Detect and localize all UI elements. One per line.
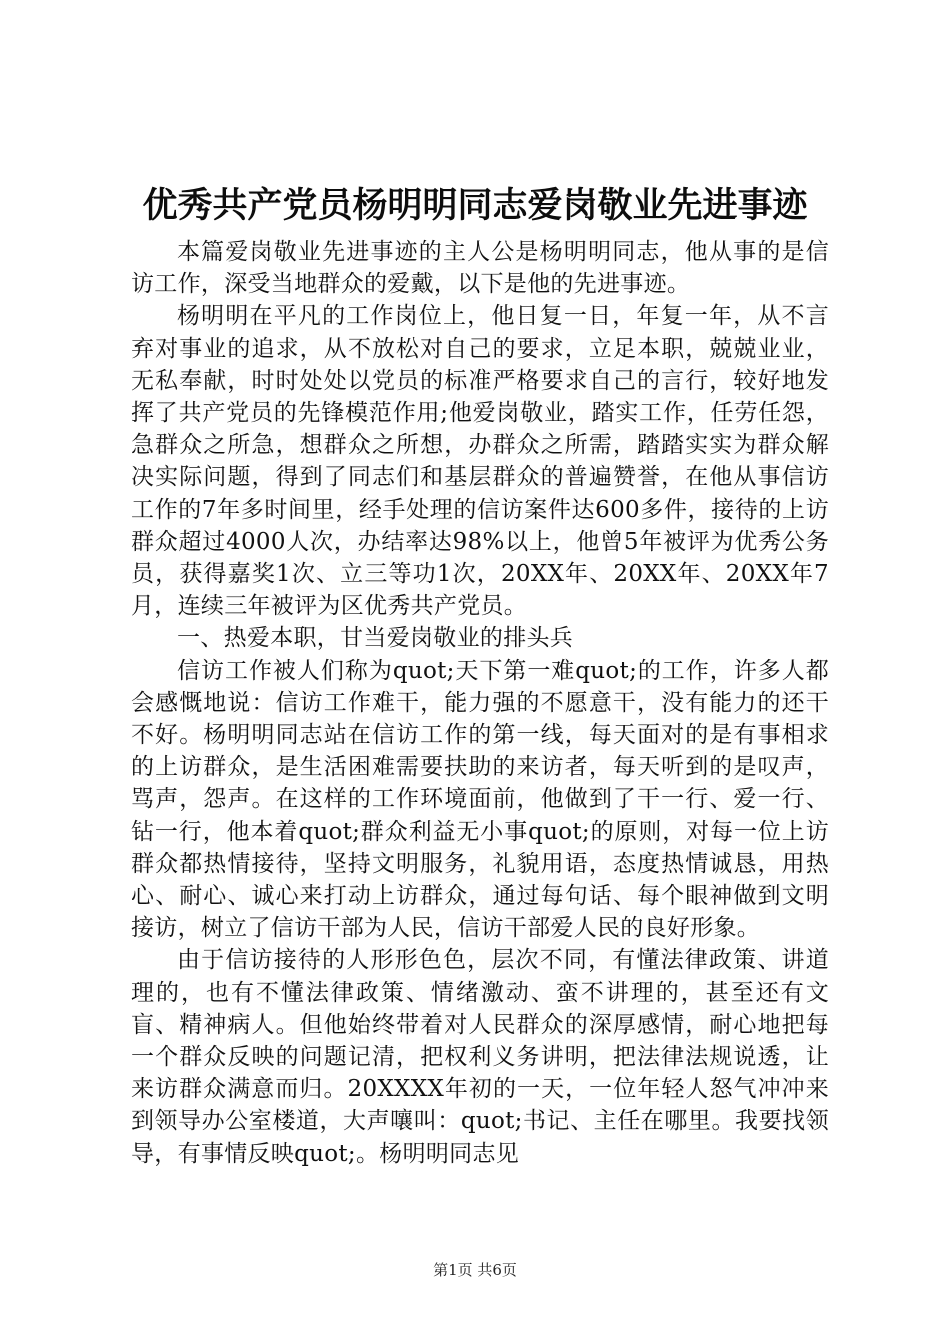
section-heading-1: 一、热爱本职，甘当爱岗敬业的排头兵 bbox=[177, 625, 574, 652]
paragraph-intro: 本篇爱岗敬业先进事迹的主人公是杨明明同志，他从事的是信访工作，深受当地群众的爱戴，以下是他的先进事迹。 bbox=[131, 239, 829, 298]
document-title: 优秀共产党员杨明明同志爱岗敬业先进事迹 bbox=[142, 185, 808, 226]
paragraph-petition-work: 信访工作被人们称为quot;天下第一难quot;的工作，许多人都会感慨地说：信访工作难干，能力强的不愿意干，没有能力的还干不好。杨明明同志站在信访工作的第一线，每天面对的是有事相求的上访群众，是生活困难需要扶助的来访者，每天听到的是叹声，骂声，怨声。在这样的工作环境面前，他做到了干一行、爱一行、钻一行，他本着quot;群众利益无小事quot;的原则，对每一位上访群众都热情接待，坚持文明服务，礼貌用语，态度热情诚恳，用热心、耐心、诚心来打动上访群众，通过每句话、每个眼神做到文明接访，树立了信访干部为人民，信访干部爱人民的良好形象。 bbox=[131, 657, 829, 942]
paragraph-visitors: 由于信访接待的人形形色色，层次不同，有懂法律政策、讲道理的，也有不懂法律政策、情绪激动、蛮不讲理的，甚至还有文盲、精神病人。但他始终带着对人民群众的深厚感情，耐心地把每一个群众反映的问题记清，把权利义务讲明，把法律法规说透，让来访群众满意而归。20XXXX年初的一天，一位年轻人怒气冲冲来到领导办公室楼道，大声嚷叫：quot;书记、主任在哪里。我要找领导，有事情反映quot;。杨明明同志见 bbox=[131, 947, 829, 1167]
document-body bbox=[131, 236, 829, 1170]
page-number-footer: 第1页 共6页 bbox=[433, 1261, 517, 1279]
paragraph-achievements: 杨明明在平凡的工作岗位上，他日复一日，年复一年，从不言弃对事业的追求，从不放松对自己的要求，立足本职，兢兢业业，无私奉献，时时处处以党员的标准严格要求自己的言行，较好地发挥了共产党员的先锋模范作用;他爱岗敬业，踏实工作，任劳任怨，急群众之所急，想群众之所想，办群众之所需，踏踏实实为群众解决实际问题，得到了同志们和基层群众的普遍赞誉，在他从事信访工作的7年多时间里，经手处理的信访案件达600多件，接待的上访群众超过4000人次，办结率达98%以上，他曾5年被评为优秀公务员，获得嘉奖1次、立三等功1次，20XX年、20XX年、20XX年7月，连续三年被评为区优秀共产党员。 bbox=[131, 303, 829, 620]
